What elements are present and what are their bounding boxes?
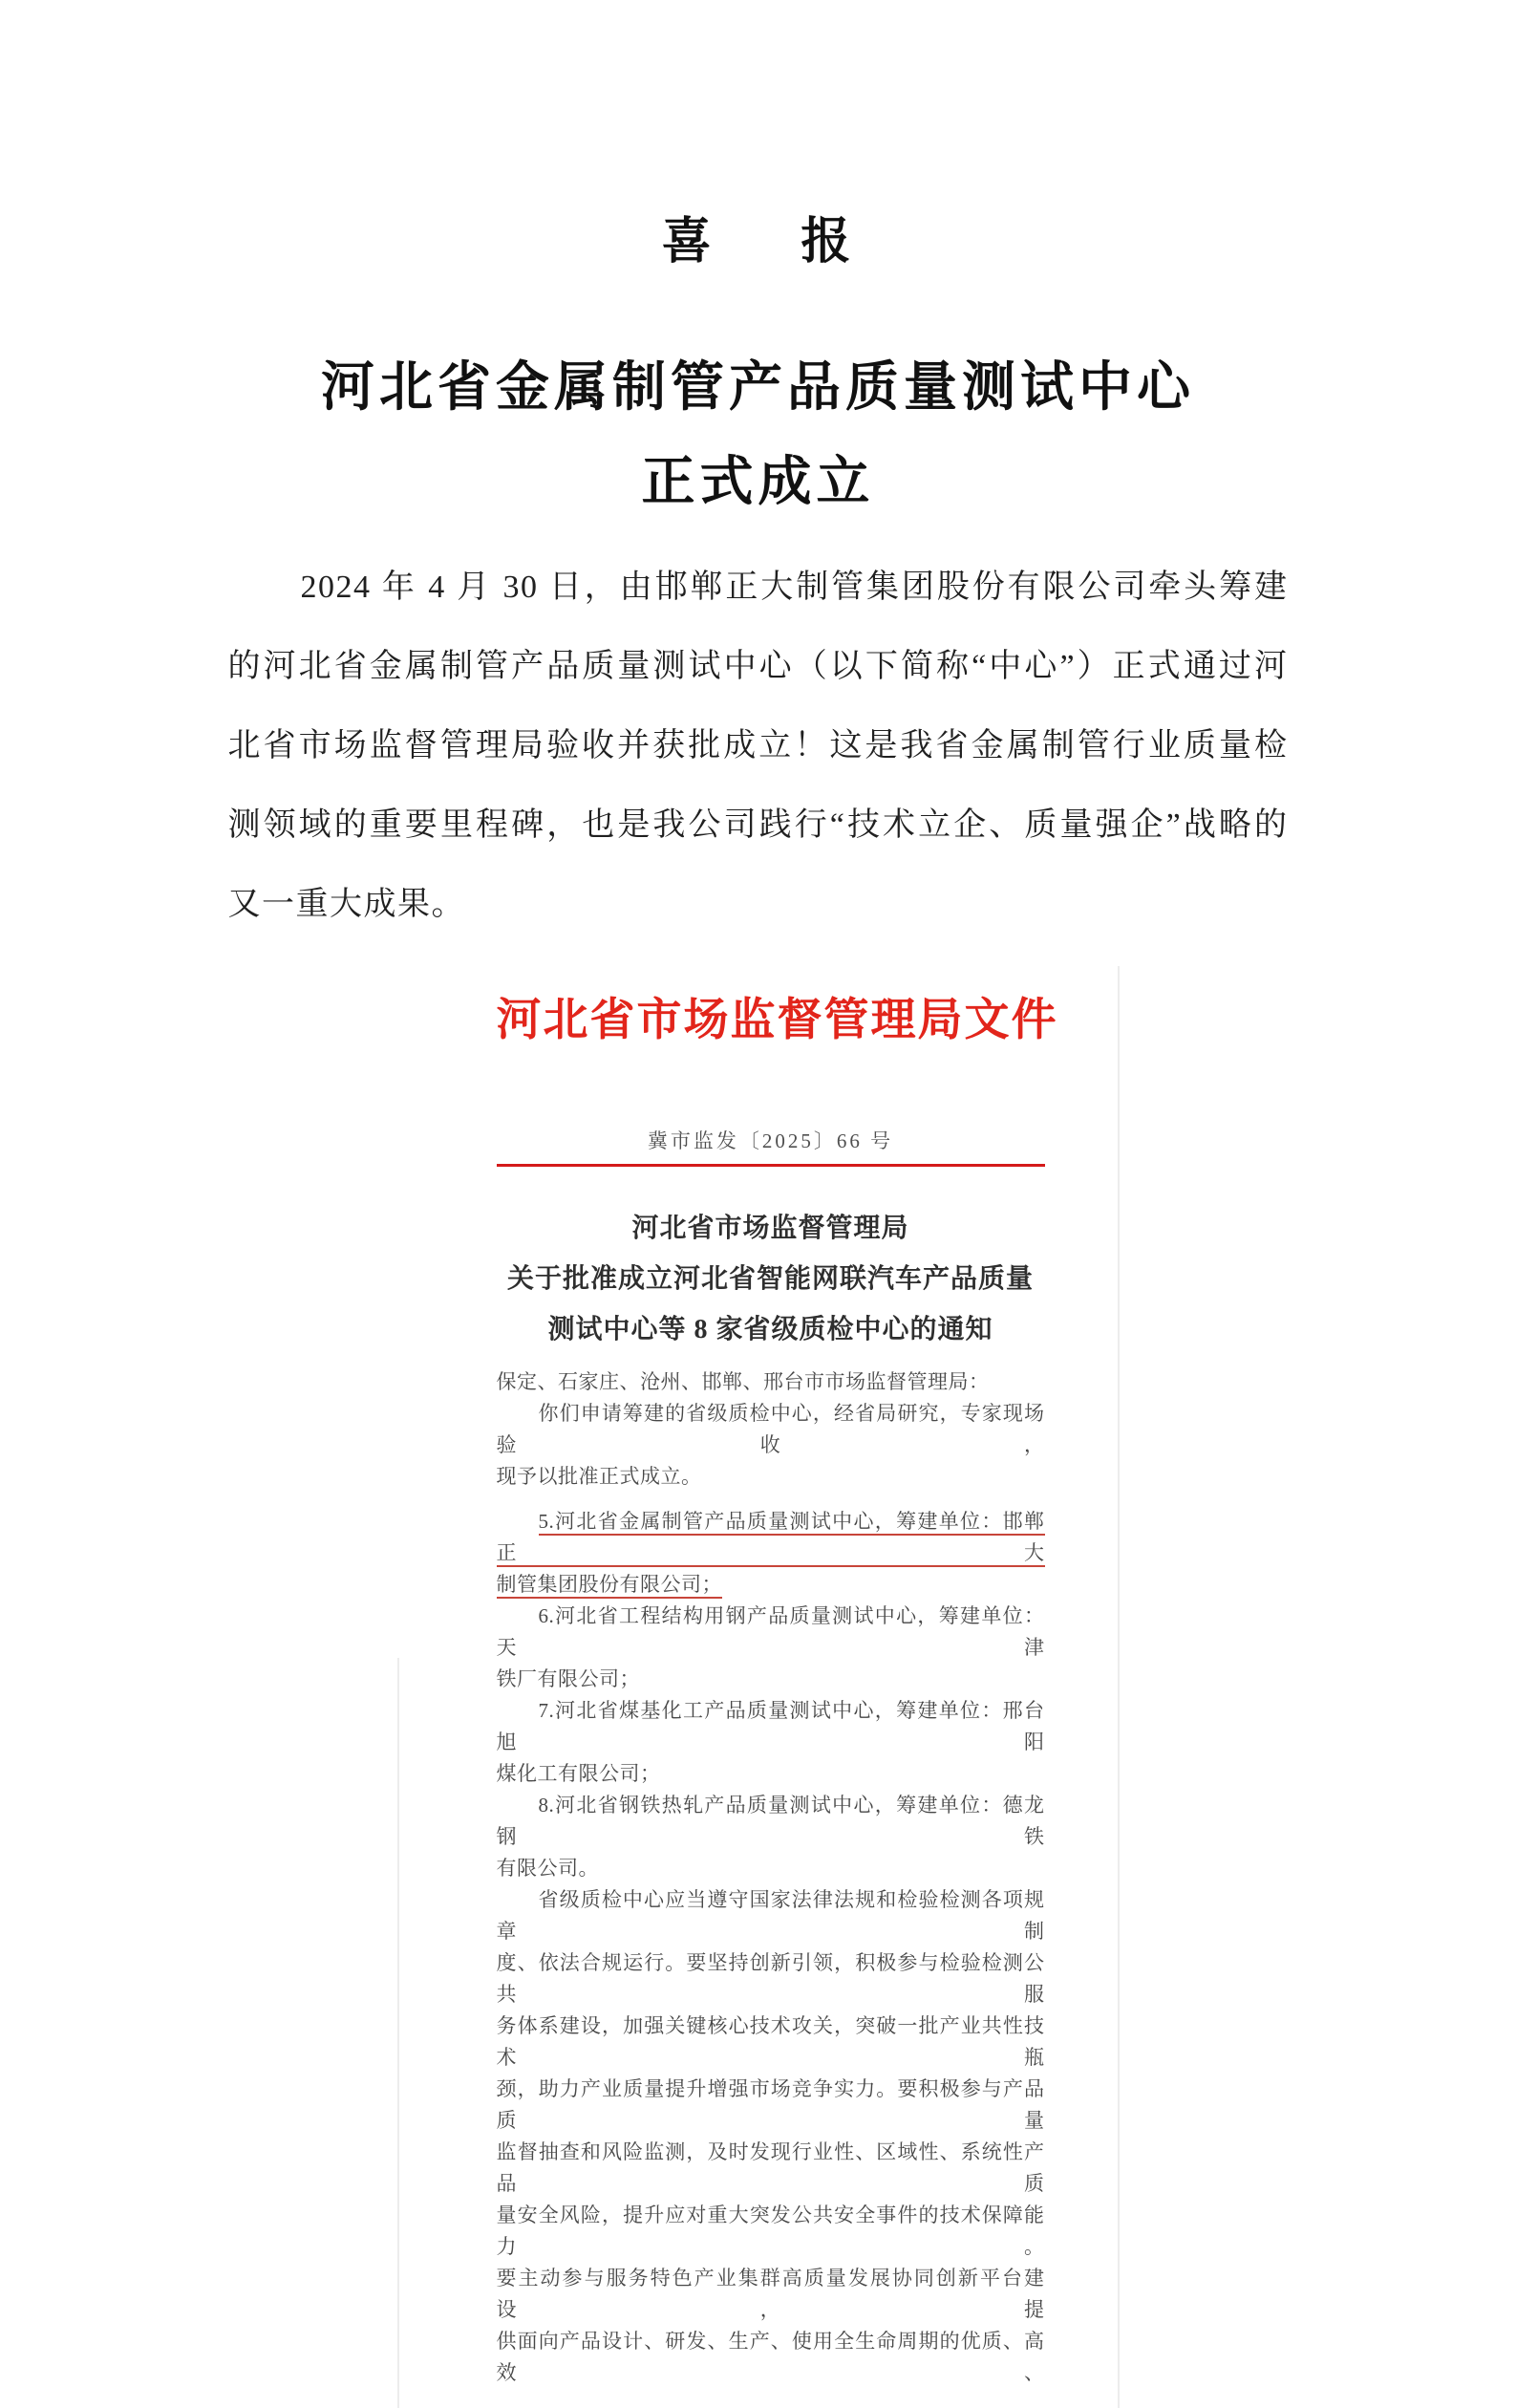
paragraph-line: 又一重大成果。: [227, 887, 465, 922]
scan-closing-line: 颈，助力产业质量提升增强市场竞争实力。要积极参与产品质量: [496, 2077, 1045, 2132]
scan-item-5-underlined: 5.河北省金属制管产品质量测试中心，筹建单位：邯郸正大: [497, 1506, 1045, 1569]
scan-item-7: 7.河北省煤基化工产品质量测试中心，筹建单位：邢台旭阳: [496, 1699, 1045, 1753]
established-title: 正式成立: [641, 453, 875, 512]
announcement-paragraph: [228, 548, 1289, 944]
scan-red-header: 河北省市场监督管理局文件: [496, 996, 1058, 1045]
scan-notice-title-line: 河北省市场监督管理局: [631, 1214, 909, 1243]
scan-closing-line: 要主动参与服务特色产业集群高质量发展协同创新平台建设，提: [496, 2267, 1045, 2321]
scan-closing-line: 务体系建设，加强关键核心技术攻关，突破一批产业共性技术瓶: [496, 2014, 1045, 2069]
scan-body-text: [497, 1366, 1045, 2389]
page-title: 喜 报: [661, 215, 855, 269]
scan-closing-line: 省级质检中心应当遵守国家法律法规和检验检测各项规章制: [496, 1888, 1045, 1943]
scan-document-number: 冀市监发〔2025〕66 号: [647, 1129, 894, 1152]
scanned-official-document-image: [397, 966, 1120, 2408]
scan-item-8: 有限公司。: [496, 1857, 599, 1880]
scan-salutation: 保定、石家庄、沧州、邯郸、邢台市市场监督管理局：: [496, 1370, 990, 1393]
paragraph-line: 的河北省金属制管产品质量测试中心（以下简称“中心”）正式通过河: [227, 649, 1289, 684]
scan-body-line: 现予以批准正式成立。: [496, 1465, 702, 1488]
scan-notice-title-line: 测试中心等 8 家省级质检中心的通知: [547, 1315, 993, 1344]
scan-left-edge: [397, 1658, 399, 2408]
scan-item-6: 6.河北省工程结构用钢产品质量测试中心，筹建单位：天津: [496, 1604, 1045, 1659]
scan-red-divider: [497, 1164, 1045, 1167]
scan-closing-line: 监督抽查和风险监测，及时发现行业性、区域性、系统性产品质: [496, 2140, 1045, 2195]
scan-item-6: 铁厂有限公司；: [496, 1667, 640, 1690]
scan-notice-title-line: 关于批准成立河北省智能网联汽车产品质量: [506, 1264, 1034, 1294]
paragraph-line: 测领域的重要里程碑，也是我公司践行“技术立企、质量强企”战略的: [227, 807, 1289, 843]
scan-notice-title: [497, 1203, 1045, 1355]
paragraph-line: 2024 年 4 月 30 日，由邯郸正大制管集团股份有限公司牵头筹建: [300, 570, 1289, 605]
scan-item-7: 煤化工有限公司；: [496, 1762, 661, 1785]
announcement-page: [0, 212, 1516, 2408]
scan-body-line: 你们申请筹建的省级质检中心，经省局研究，专家现场验收，: [496, 1402, 1045, 1456]
scan-closing-line: 供面向产品设计、研发、生产、使用全生命周期的优质、高效、: [496, 2330, 1045, 2384]
paragraph-line: 北省市场监督管理局验收并获批成立！这是我省金属制管行业质量检: [227, 728, 1289, 763]
scan-item-8: 8.河北省钢铁热轧产品质量测试中心，筹建单位：德龙钢铁: [496, 1794, 1045, 1848]
center-name-title: 河北省金属制管产品质量测试中心: [321, 358, 1195, 418]
scan-item-5-underlined: 制管集团股份有限公司；: [497, 1569, 1045, 1601]
scan-closing-line: 量安全风险，提升应对重大突发公共安全事件的技术保障能力。: [496, 2204, 1045, 2258]
scan-closing-line: 度、依法合规运行。要坚持创新引领，积极参与检验检测公共服: [496, 1951, 1045, 2006]
